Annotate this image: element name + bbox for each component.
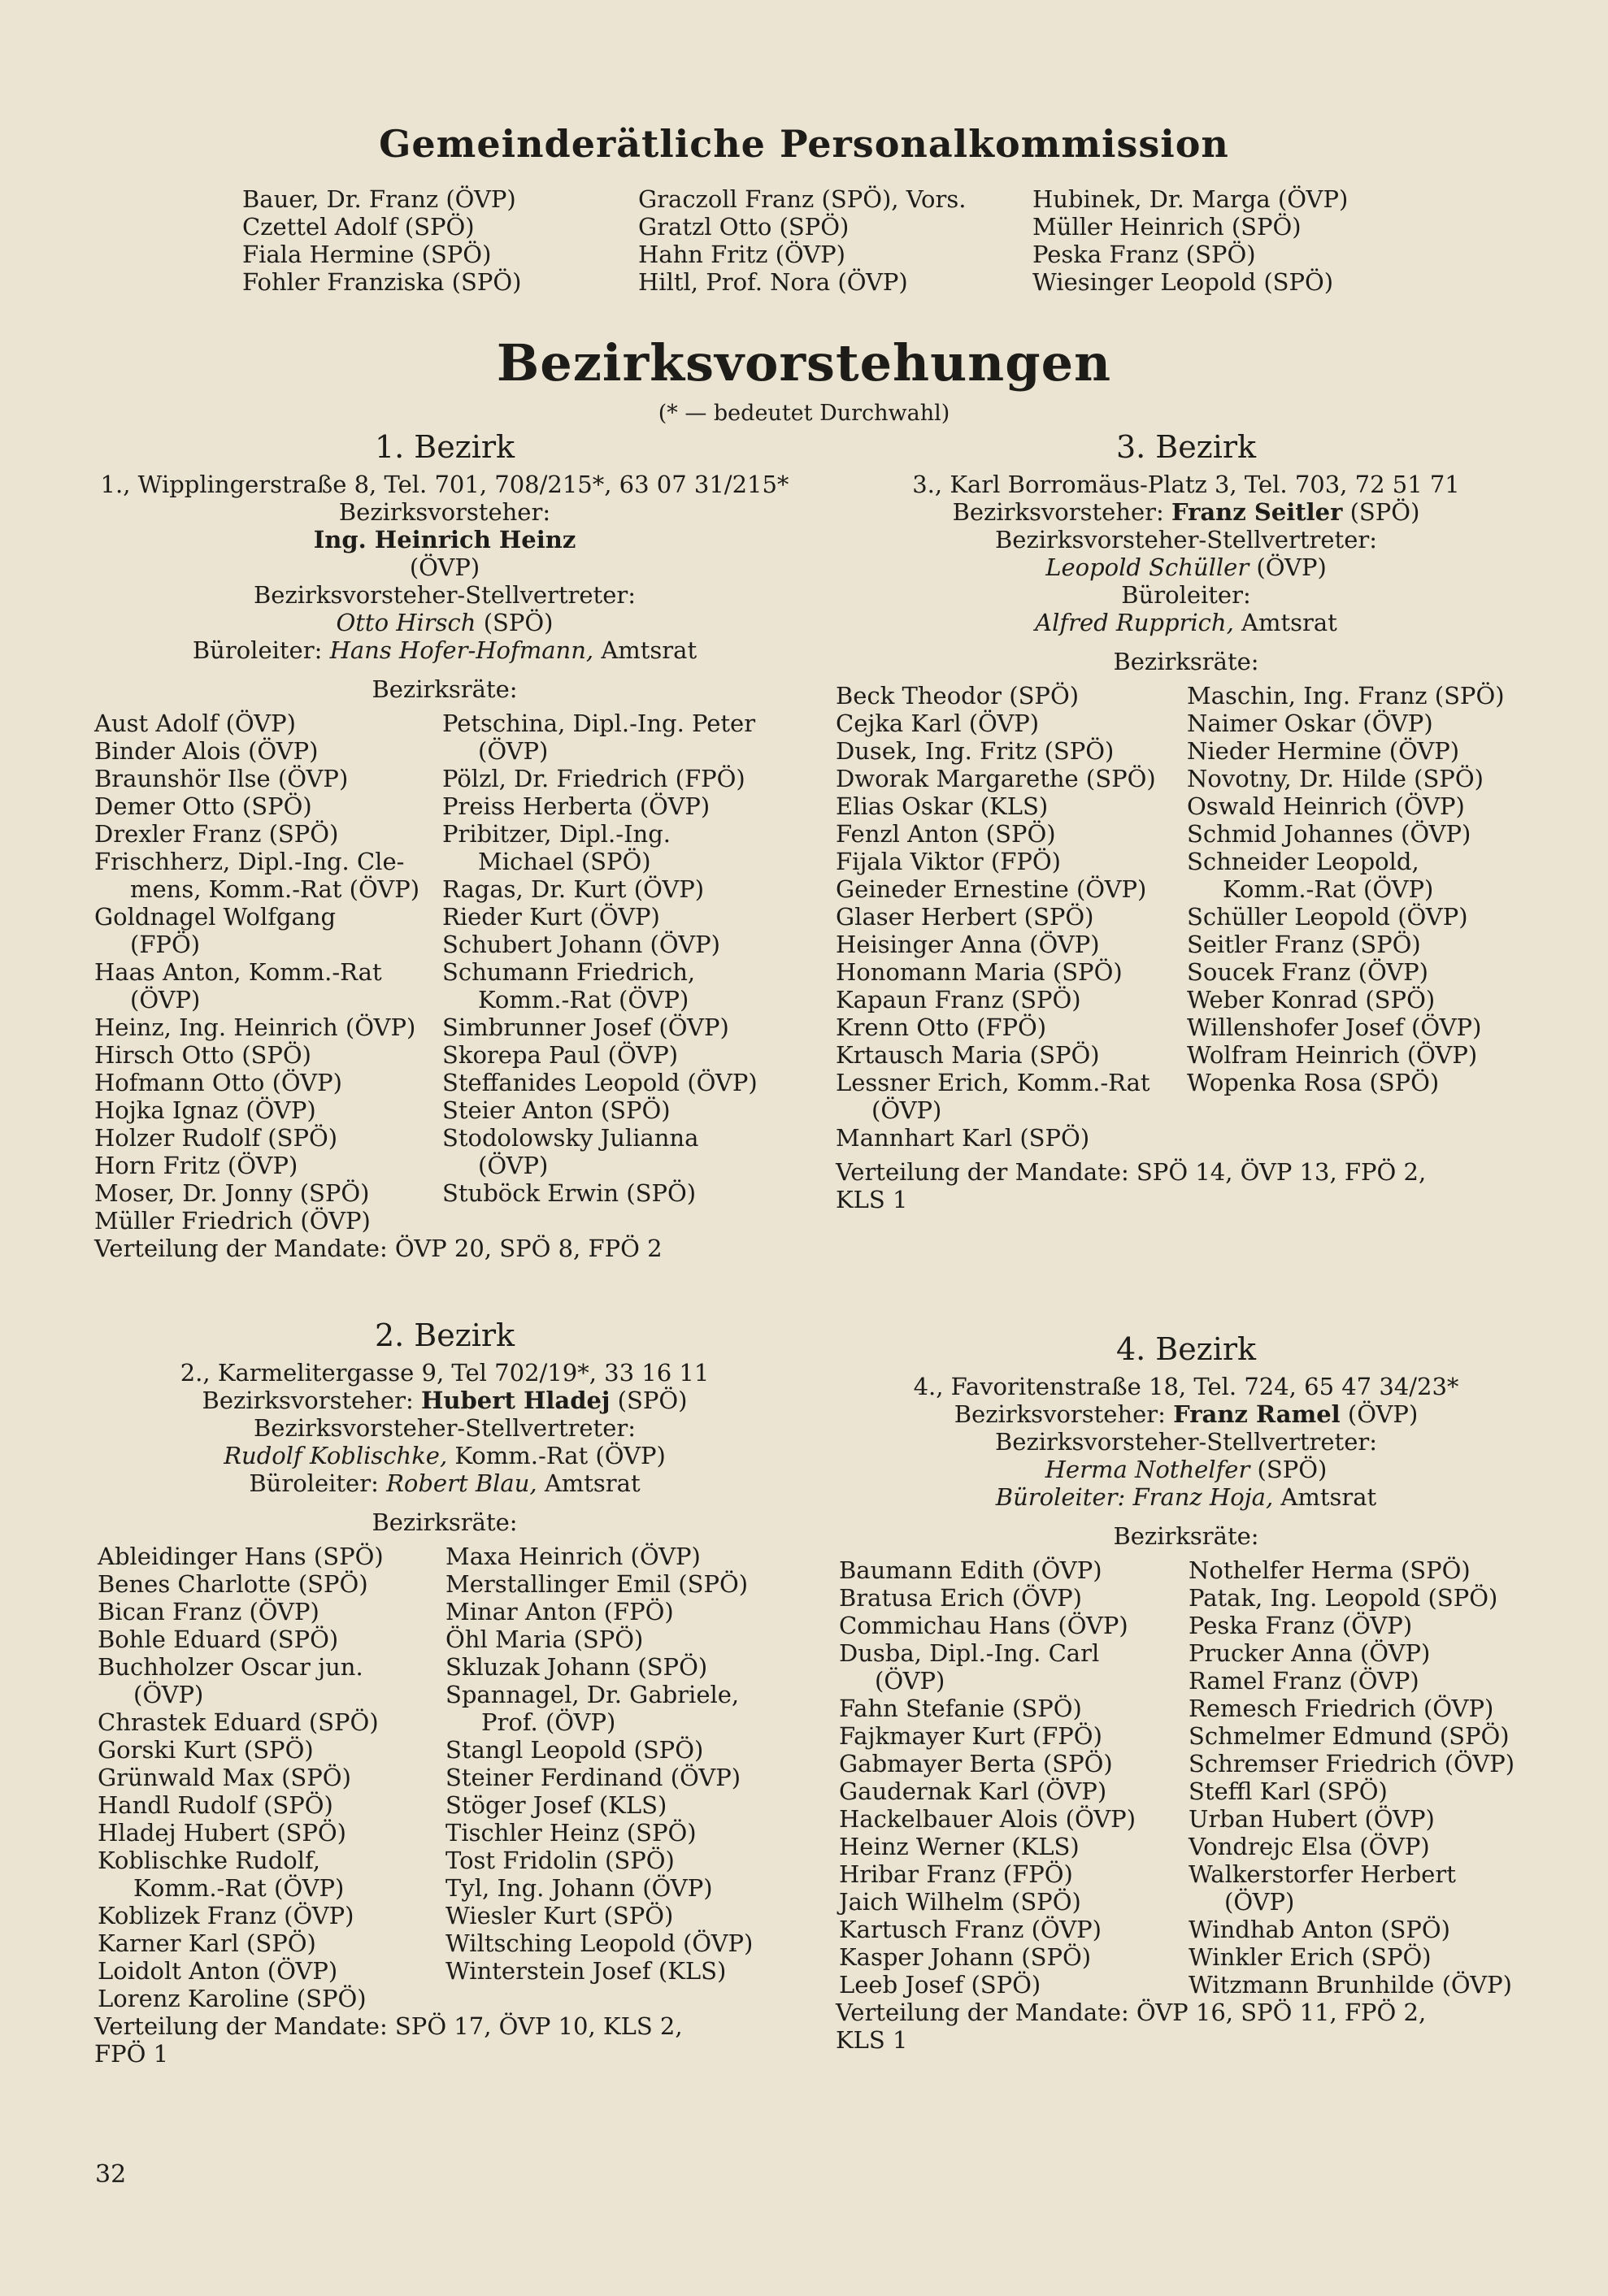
durchwahl-note: (* — bedeutet Durchwahl) bbox=[658, 401, 950, 426]
list-item: Stöger Josef (KLS) bbox=[445, 1791, 667, 1819]
list-item: Komm.-Rat (ÖVP) bbox=[478, 986, 689, 1013]
bezirk-heading: 4. Bezirk bbox=[1115, 1331, 1257, 1367]
list-item: Leeb Josef (SPÖ) bbox=[839, 1971, 1041, 1999]
stellvertreter-name: Leopold Schüller bbox=[1045, 553, 1249, 581]
list-item: Czettel Adolf (SPÖ) bbox=[242, 213, 475, 241]
list-item: Grünwald Max (SPÖ) bbox=[98, 1764, 351, 1791]
stellvertreter-party: (ÖVP) bbox=[1256, 553, 1327, 581]
bezirksraete-list bbox=[94, 1543, 795, 2012]
list-item: Preiss Herberta (ÖVP) bbox=[442, 792, 711, 820]
list-item: Loidolt Anton (ÖVP) bbox=[98, 1957, 338, 1985]
list-item: Buchholzer Oscar jun. bbox=[98, 1653, 363, 1681]
list-item: Pölzl, Dr. Friedrich (FPÖ) bbox=[442, 765, 745, 792]
list-item: Krenn Otto (FPÖ) bbox=[836, 1013, 1047, 1041]
list-item: Steffl Karl (SPÖ) bbox=[1189, 1777, 1388, 1805]
list-item: Hiltl, Prof. Nora (ÖVP) bbox=[638, 268, 908, 296]
bezirksraete-list bbox=[836, 682, 1536, 1152]
bezirksraete-right bbox=[1187, 682, 1505, 1096]
list-item: Heisinger Anna (ÖVP) bbox=[836, 931, 1100, 958]
list-item: Geineder Ernestine (ÖVP) bbox=[836, 875, 1147, 903]
list-item: Tyl, Ing. Johann (ÖVP) bbox=[445, 1874, 713, 1902]
list-item: (ÖVP) bbox=[478, 737, 549, 765]
list-item: Koblischke Rudolf, bbox=[98, 1847, 320, 1874]
list-item: Minar Anton (FPÖ) bbox=[445, 1598, 674, 1625]
stellvertreter-label: Bezirksvorsteher-Stellvertreter: bbox=[994, 526, 1378, 553]
list-item: Simbrunner Josef (ÖVP) bbox=[442, 1013, 729, 1041]
vorsteher-label: Bezirksvorsteher: bbox=[202, 1387, 414, 1414]
bezirksraete-list bbox=[836, 1556, 1536, 1999]
stellvertreter-name: Rudolf Koblischke, bbox=[224, 1442, 448, 1469]
list-item: Ramel Franz (ÖVP) bbox=[1189, 1667, 1419, 1695]
list-item: Hladej Hubert (SPÖ) bbox=[98, 1819, 347, 1847]
list-item: Graczoll Franz (SPÖ), Vors. bbox=[638, 185, 967, 213]
list-item: Schubert Johann (ÖVP) bbox=[442, 931, 720, 958]
list-item: Binder Alois (ÖVP) bbox=[94, 737, 319, 765]
list-item: Demer Otto (SPÖ) bbox=[94, 792, 312, 820]
vorsteher-label: Bezirksvorsteher: bbox=[952, 498, 1164, 526]
list-item: Stuböck Erwin (SPÖ) bbox=[442, 1179, 697, 1207]
list-item: Michael (SPÖ) bbox=[478, 848, 651, 875]
list-item: Hofmann Otto (ÖVP) bbox=[94, 1069, 342, 1096]
list-item: Moser, Dr. Jonny (SPÖ) bbox=[94, 1179, 370, 1207]
list-item: Frischherz, Dipl.-Ing. Cle- bbox=[94, 848, 405, 875]
list-item: Chrastek Eduard (SPÖ) bbox=[98, 1708, 379, 1736]
list-item: Naimer Oskar (ÖVP) bbox=[1187, 710, 1433, 737]
stellvertreter-label: Bezirksvorsteher-Stellvertreter: bbox=[253, 1414, 637, 1442]
list-item: Hribar Franz (FPÖ) bbox=[839, 1860, 1073, 1888]
mandate-distribution: Verteilung der Mandate: ÖVP 20, SPÖ 8, FPÖ 2 bbox=[94, 1235, 663, 1262]
mandate-distribution-cont: FPÖ 1 bbox=[94, 2040, 169, 2068]
list-item: Müller Friedrich (ÖVP) bbox=[94, 1207, 371, 1235]
list-item: Schüller Leopold (ÖVP) bbox=[1187, 903, 1468, 931]
vorsteher-name: Franz Ramel bbox=[1173, 1400, 1341, 1428]
list-item: (ÖVP) bbox=[871, 1096, 942, 1124]
bezirksraete-label: Bezirksräte: bbox=[1113, 1522, 1259, 1550]
list-item: Dworak Margarethe (SPÖ) bbox=[836, 765, 1156, 792]
list-item: Ragas, Dr. Kurt (ÖVP) bbox=[442, 875, 705, 903]
list-item: Nieder Hermine (ÖVP) bbox=[1187, 737, 1460, 765]
bezirk-heading: 1. Bezirk bbox=[374, 429, 515, 465]
bezirk-heading: 2. Bezirk bbox=[374, 1317, 515, 1353]
kommission-column-1 bbox=[242, 185, 521, 296]
list-item: Fajkmayer Kurt (FPÖ) bbox=[839, 1722, 1102, 1750]
list-item: Oswald Heinrich (ÖVP) bbox=[1187, 792, 1465, 820]
list-item: Cejka Karl (ÖVP) bbox=[836, 710, 1040, 737]
list-item: Windhab Anton (SPÖ) bbox=[1189, 1916, 1450, 1943]
list-item: Fiala Hermine (SPÖ) bbox=[242, 241, 492, 268]
kommission-column-3 bbox=[1032, 185, 1348, 296]
list-item: Öhl Maria (SPÖ) bbox=[445, 1625, 644, 1653]
list-item: Wiltsching Leopold (ÖVP) bbox=[445, 1929, 754, 1957]
list-item: Schremser Friedrich (ÖVP) bbox=[1189, 1750, 1515, 1777]
list-item: Bohle Eduard (SPÖ) bbox=[98, 1625, 339, 1653]
list-item: Stangl Leopold (SPÖ) bbox=[445, 1736, 704, 1764]
list-item: Fenzl Anton (SPÖ) bbox=[836, 820, 1056, 848]
list-item: Vondrejc Elsa (ÖVP) bbox=[1189, 1833, 1430, 1860]
list-item: Hackelbauer Alois (ÖVP) bbox=[839, 1805, 1136, 1833]
bezirk-address: 4., Favoritenstraße 18, Tel. 724, 65 47 34/23* bbox=[913, 1373, 1459, 1400]
list-item: Gorski Kurt (SPÖ) bbox=[98, 1736, 314, 1764]
list-item: Soucek Franz (ÖVP) bbox=[1187, 958, 1428, 986]
list-item: Wiesinger Leopold (SPÖ) bbox=[1032, 268, 1334, 296]
bezirk-heading: 3. Bezirk bbox=[1115, 429, 1257, 465]
list-item: Gaudernak Karl (ÖVP) bbox=[839, 1777, 1107, 1805]
bezirksraete-label: Bezirksräte: bbox=[372, 1508, 518, 1536]
bezirksraete-left bbox=[839, 1556, 1136, 1999]
list-item: Skorepa Paul (ÖVP) bbox=[442, 1041, 679, 1069]
list-item: Elias Oskar (KLS) bbox=[836, 792, 1049, 820]
list-item: Fohler Franziska (SPÖ) bbox=[242, 268, 522, 296]
list-item: Handl Rudolf (SPÖ) bbox=[98, 1791, 333, 1819]
bezirk-2 bbox=[94, 1317, 795, 2068]
bezirk-address: 1., Wipplingerstraße 8, Tel. 701, 708/215*, 63 07 31/215* bbox=[100, 471, 789, 498]
list-item: Seitler Franz (SPÖ) bbox=[1187, 931, 1421, 958]
stellvertreter-party: (SPÖ) bbox=[483, 609, 554, 636]
list-item: Urban Hubert (ÖVP) bbox=[1189, 1805, 1435, 1833]
bueroleiter-name: Robert Blau, bbox=[386, 1469, 537, 1497]
list-item: Drexler Franz (SPÖ) bbox=[94, 820, 339, 848]
list-item: Holzer Rudolf (SPÖ) bbox=[94, 1124, 338, 1152]
list-item: Skluzak Johann (SPÖ) bbox=[445, 1653, 708, 1681]
stellvertreter-name: Otto Hirsch bbox=[336, 609, 476, 636]
mandate-distribution-cont: KLS 1 bbox=[836, 2026, 908, 2054]
list-item: Braunshör Ilse (ÖVP) bbox=[94, 765, 349, 792]
bezirksraete-right bbox=[445, 1543, 753, 1985]
list-item: Remesch Friedrich (ÖVP) bbox=[1189, 1695, 1494, 1722]
bezirksraete-right bbox=[1189, 1556, 1515, 1999]
list-item: Maxa Heinrich (ÖVP) bbox=[445, 1543, 701, 1570]
bezirk-3 bbox=[836, 428, 1536, 1213]
list-item: Steiner Ferdinand (ÖVP) bbox=[445, 1764, 741, 1791]
vorsteher-name: Hubert Hladej bbox=[421, 1387, 611, 1414]
bueroleiter-name: Franz Hoja, bbox=[1132, 1483, 1274, 1511]
list-item: Karner Karl (SPÖ) bbox=[98, 1929, 316, 1957]
list-item: Fahn Stefanie (SPÖ) bbox=[839, 1695, 1082, 1722]
list-item: Weber Konrad (SPÖ) bbox=[1187, 986, 1436, 1013]
list-item: Prof. (ÖVP) bbox=[481, 1708, 616, 1736]
list-item: Patak, Ing. Leopold (SPÖ) bbox=[1189, 1584, 1498, 1612]
bezirksraete-label: Bezirksräte: bbox=[372, 675, 518, 703]
list-item: Müller Heinrich (SPÖ) bbox=[1032, 213, 1302, 241]
bezirk-4 bbox=[836, 1330, 1536, 2054]
bezirksraete-left bbox=[98, 1543, 384, 2012]
list-item: Ableidinger Hans (SPÖ) bbox=[98, 1543, 384, 1570]
bueroleiter-label: Büroleiter: bbox=[192, 636, 323, 664]
bezirk-1 bbox=[94, 428, 795, 1262]
list-item: Hirsch Otto (SPÖ) bbox=[94, 1041, 311, 1069]
list-item: Kartusch Franz (ÖVP) bbox=[839, 1916, 1102, 1943]
list-item: (ÖVP) bbox=[478, 1152, 549, 1179]
list-item: Bauer, Dr. Franz (ÖVP) bbox=[242, 185, 516, 213]
list-item: Komm.-Rat (ÖVP) bbox=[133, 1874, 345, 1902]
list-item: Schmelmer Edmund (SPÖ) bbox=[1189, 1722, 1510, 1750]
bueroleiter-name: Alfred Rupprich, bbox=[1035, 609, 1234, 636]
bezirksraete-left bbox=[94, 710, 419, 1235]
list-item: Prucker Anna (ÖVP) bbox=[1189, 1639, 1431, 1667]
list-item: Kapaun Franz (SPÖ) bbox=[836, 986, 1081, 1013]
list-item: Jaich Wilhelm (SPÖ) bbox=[839, 1888, 1081, 1916]
list-item: Schumann Friedrich, bbox=[442, 958, 696, 986]
list-item: Pribitzer, Dipl.-Ing. bbox=[442, 820, 671, 848]
list-item: Witzmann Brunhilde (ÖVP) bbox=[1189, 1971, 1512, 1999]
page-number: 32 bbox=[95, 2160, 127, 2189]
vorsteher-party: (ÖVP) bbox=[1347, 1400, 1419, 1428]
list-item: mens, Komm.-Rat (ÖVP) bbox=[130, 875, 420, 903]
stellvertreter-party: (SPÖ) bbox=[1257, 1456, 1328, 1483]
list-item: Koblizek Franz (ÖVP) bbox=[98, 1902, 354, 1929]
bezirksraete-label: Bezirksräte: bbox=[1113, 648, 1259, 675]
list-item: Komm.-Rat (ÖVP) bbox=[1223, 875, 1434, 903]
bezirk-address: 3., Karl Borromäus-Platz 3, Tel. 703, 72 51 71 bbox=[912, 471, 1460, 498]
list-item: Hojka Ignaz (ÖVP) bbox=[94, 1096, 316, 1124]
list-item: Tost Fridolin (SPÖ) bbox=[445, 1847, 675, 1874]
list-item: Schmid Johannes (ÖVP) bbox=[1187, 820, 1471, 848]
bueroleiter-title: Amtsrat bbox=[544, 1469, 641, 1497]
list-item: Heinz Werner (KLS) bbox=[839, 1833, 1080, 1860]
list-item: Petschina, Dipl.-Ing. Peter bbox=[442, 710, 756, 737]
list-item: Tischler Heinz (SPÖ) bbox=[445, 1819, 697, 1847]
list-item: Haas Anton, Komm.-Rat bbox=[94, 958, 382, 986]
list-item: Benes Charlotte (SPÖ) bbox=[98, 1570, 368, 1598]
vorsteher-party: (SPÖ) bbox=[1349, 498, 1420, 526]
mandate-distribution-cont: KLS 1 bbox=[836, 1186, 908, 1213]
mandate-distribution: Verteilung der Mandate: SPÖ 17, ÖVP 10, KLS 2, bbox=[94, 2012, 683, 2040]
bueroleiter-label: Büroleiter: bbox=[995, 1483, 1126, 1511]
bezirksraete-left bbox=[836, 682, 1156, 1152]
bueroleiter-title: Amtsrat bbox=[1241, 609, 1337, 636]
bueroleiter-label: Büroleiter: bbox=[1121, 581, 1251, 609]
list-item: (ÖVP) bbox=[133, 1681, 204, 1708]
list-item: (ÖVP) bbox=[1224, 1888, 1295, 1916]
list-item: Hahn Fritz (ÖVP) bbox=[638, 241, 845, 268]
list-item: Bican Franz (ÖVP) bbox=[98, 1598, 319, 1625]
list-item: Stodolowsky Julianna bbox=[442, 1124, 699, 1152]
list-item: Rieder Kurt (ÖVP) bbox=[442, 903, 660, 931]
list-item: Commichau Hans (ÖVP) bbox=[839, 1612, 1128, 1639]
list-item: Baumann Edith (ÖVP) bbox=[839, 1556, 1102, 1584]
bezirk-address: 2., Karmelitergasse 9, Tel 702/19*, 33 16 11 bbox=[180, 1359, 710, 1387]
list-item: Heinz, Ing. Heinrich (ÖVP) bbox=[94, 1013, 416, 1041]
bueroleiter-title: Amtsrat bbox=[1280, 1483, 1377, 1511]
list-item: (ÖVP) bbox=[875, 1667, 945, 1695]
vorsteher-name: Franz Seitler bbox=[1171, 498, 1343, 526]
stellvertreter-name: Herma Nothelfer bbox=[1045, 1456, 1250, 1483]
list-item: Honomann Maria (SPÖ) bbox=[836, 958, 1123, 986]
vorsteher-party: (ÖVP) bbox=[409, 553, 480, 581]
list-item: Dusek, Ing. Fritz (SPÖ) bbox=[836, 737, 1115, 765]
list-item: Peska Franz (ÖVP) bbox=[1189, 1612, 1413, 1639]
list-item: Glaser Herbert (SPÖ) bbox=[836, 903, 1094, 931]
list-item: Fijala Viktor (FPÖ) bbox=[836, 848, 1061, 875]
personalkommission-title: Gemeinderätliche Personalkommission bbox=[379, 122, 1229, 166]
bezirksraete-right bbox=[442, 710, 758, 1207]
list-item: (FPÖ) bbox=[130, 931, 201, 958]
list-item: Gratzl Otto (SPÖ) bbox=[638, 213, 850, 241]
list-item: Walkerstorfer Herbert bbox=[1189, 1860, 1456, 1888]
list-item: Lessner Erich, Komm.-Rat bbox=[836, 1069, 1150, 1096]
bueroleiter-label: Büroleiter: bbox=[249, 1469, 379, 1497]
kommission-column-2 bbox=[638, 185, 966, 296]
vorsteher-name: Ing. Heinrich Heinz bbox=[313, 526, 576, 553]
list-item: Bratusa Erich (ÖVP) bbox=[839, 1584, 1082, 1612]
bueroleiter-title: Amtsrat bbox=[601, 636, 698, 664]
stellvertreter-label: Bezirksvorsteher-Stellvertreter: bbox=[253, 581, 637, 609]
list-item: Krtausch Maria (SPÖ) bbox=[836, 1041, 1100, 1069]
list-item: Wopenka Rosa (SPÖ) bbox=[1187, 1069, 1440, 1096]
list-item: Mannhart Karl (SPÖ) bbox=[836, 1124, 1090, 1152]
list-item: Winterstein Josef (KLS) bbox=[445, 1957, 727, 1985]
list-item: Steier Anton (SPÖ) bbox=[442, 1096, 671, 1124]
mandate-distribution: Verteilung der Mandate: SPÖ 14, ÖVP 13, FPÖ 2, bbox=[836, 1158, 1427, 1186]
mandate-distribution: Verteilung der Mandate: ÖVP 16, SPÖ 11, FPÖ 2, bbox=[836, 1999, 1427, 2026]
list-item: Gabmayer Berta (SPÖ) bbox=[839, 1750, 1113, 1777]
list-item: Hubinek, Dr. Marga (ÖVP) bbox=[1032, 185, 1349, 213]
list-item: (ÖVP) bbox=[130, 986, 201, 1013]
stellvertreter-party: Komm.-Rat (ÖVP) bbox=[454, 1442, 666, 1469]
list-item: Merstallinger Emil (SPÖ) bbox=[445, 1570, 749, 1598]
list-item: Wolfram Heinrich (ÖVP) bbox=[1187, 1041, 1478, 1069]
bezirksvorstehungen-title: Bezirksvorstehungen bbox=[496, 333, 1112, 393]
vorsteher-label: Bezirksvorsteher: bbox=[954, 1400, 1166, 1428]
bezirksraete-list bbox=[94, 710, 795, 1235]
list-item: Maschin, Ing. Franz (SPÖ) bbox=[1187, 682, 1505, 710]
list-item: Dusba, Dipl.-Ing. Carl bbox=[839, 1639, 1100, 1667]
list-item: Kasper Johann (SPÖ) bbox=[839, 1943, 1092, 1971]
vorsteher-label: Bezirksvorsteher: bbox=[338, 498, 551, 526]
list-item: Steffanides Leopold (ÖVP) bbox=[442, 1069, 758, 1096]
list-item: Willenshofer Josef (ÖVP) bbox=[1187, 1013, 1482, 1041]
list-item: Spannagel, Dr. Gabriele, bbox=[445, 1681, 740, 1708]
list-item: Beck Theodor (SPÖ) bbox=[836, 682, 1080, 710]
list-item: Winkler Erich (SPÖ) bbox=[1189, 1943, 1432, 1971]
list-item: Novotny, Dr. Hilde (SPÖ) bbox=[1187, 765, 1484, 792]
list-item: Nothelfer Herma (SPÖ) bbox=[1189, 1556, 1471, 1584]
list-item: Peska Franz (SPÖ) bbox=[1032, 241, 1256, 268]
list-item: Goldnagel Wolfgang bbox=[94, 903, 337, 931]
list-item: Wiesler Kurt (SPÖ) bbox=[445, 1902, 674, 1929]
list-item: Horn Fritz (ÖVP) bbox=[94, 1152, 298, 1179]
list-item: Aust Adolf (ÖVP) bbox=[94, 710, 296, 737]
list-item: Schneider Leopold, bbox=[1187, 848, 1419, 875]
vorsteher-party: (SPÖ) bbox=[617, 1387, 688, 1414]
list-item: Lorenz Karoline (SPÖ) bbox=[98, 1985, 367, 2012]
bueroleiter-name: Hans Hofer-Hofmann, bbox=[329, 636, 594, 664]
stellvertreter-label: Bezirksvorsteher-Stellvertreter: bbox=[994, 1428, 1378, 1456]
